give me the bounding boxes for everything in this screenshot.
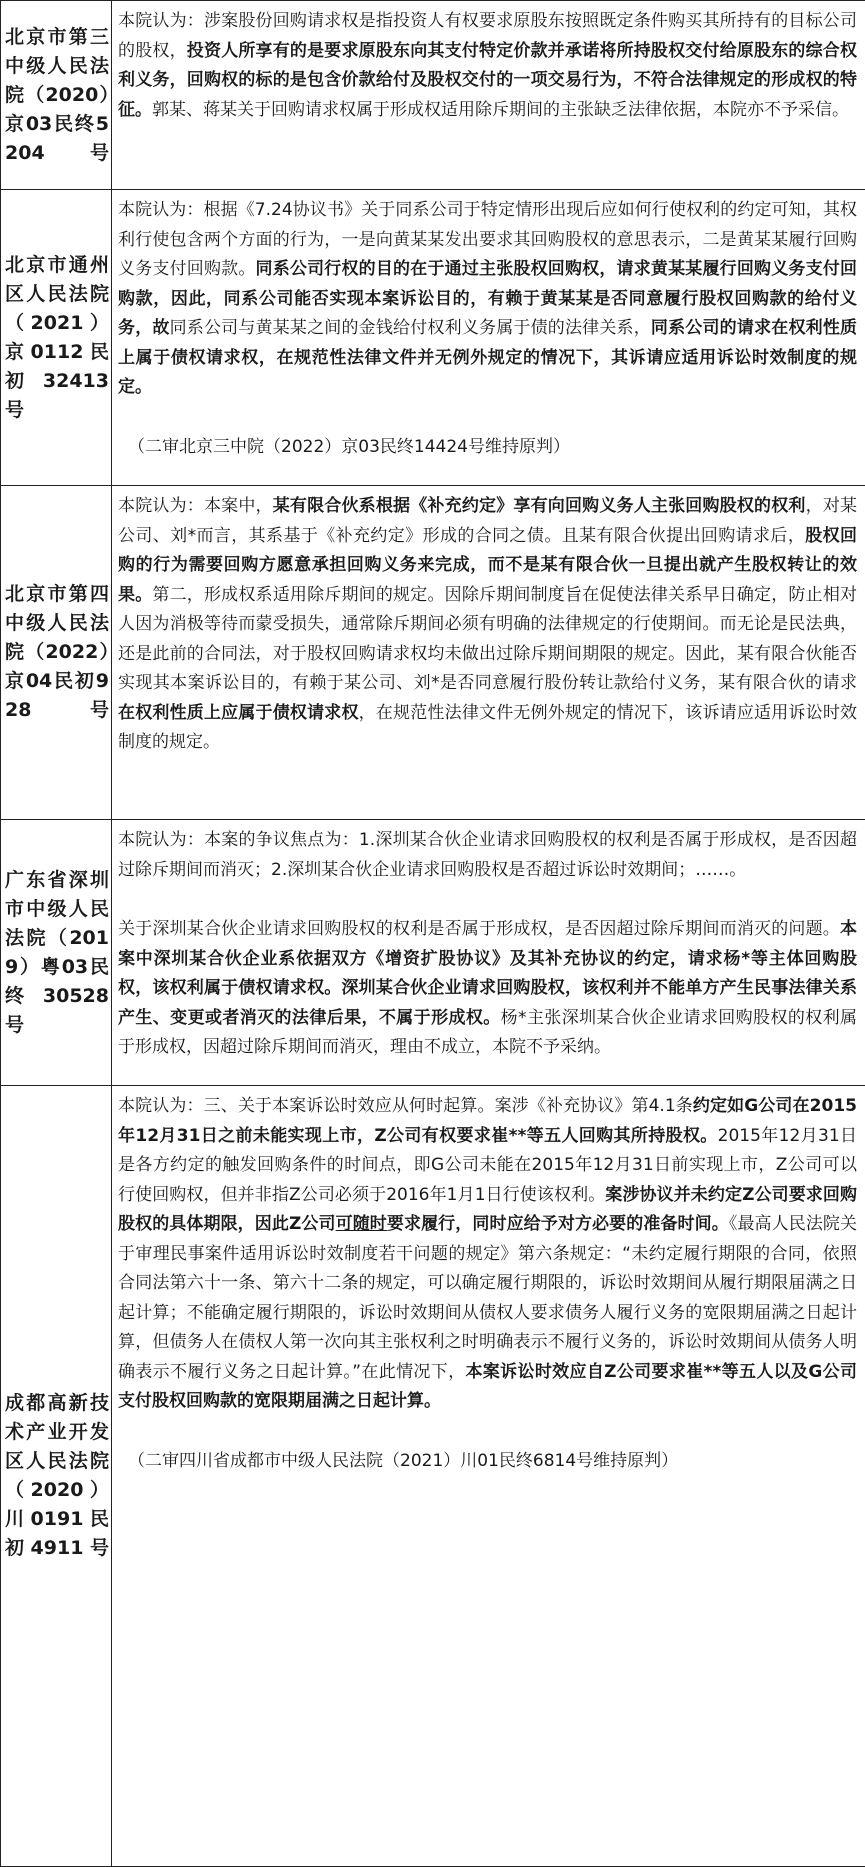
opinion-text: ，对某公司、刘*而言，其系基于《补充约定》形成的合同之债。且某有限合伙提出回购请求后，	[118, 496, 857, 546]
opinion-paragraph	[118, 1092, 857, 1417]
emphasized-text: 在权利性质上应属于债权请求权	[118, 703, 359, 723]
opinion-paragraph	[118, 433, 857, 463]
paragraph-spacer	[118, 885, 857, 915]
paragraph-spacer	[118, 1417, 857, 1447]
opinion-text: 关于深圳某合伙企业请求回购股权的权利是否属于形成权，是否因超过除斥期间而消灭的问题。	[118, 919, 840, 939]
opinion-text: 本院认为：本案的争议焦点为：1.深圳某合伙企业请求回购股权的权利是否属于形成权，是否因超过除斥期间而消灭；2.深圳某合伙企业请求回购股权是否超过诉讼时效期间；……。	[118, 830, 857, 880]
court-opinion	[112, 1, 865, 190]
emphasized-text: 要求履行，同时应给予对方必要的准备时间。	[387, 1214, 729, 1234]
appeal-note: （二审北京三中院（2022）京03民终14424号维持原判）	[128, 437, 570, 457]
court-case-number: 北京市通州区人民法院（2021）京0112民初32413号	[1, 190, 112, 486]
opinion-paragraph	[118, 915, 857, 1063]
emphasized-text: 投资人所享有的是要求原股东向其支付特定价款并承诺将所持股权交付给原股东的综合权利义务，回购权的标的是包含价款给付及股权交付的一项交易行为，不符合法律规定的形成权的特征。	[118, 41, 857, 120]
opinion-text: 《最高人民法院关于审理民事案件适用诉讼时效制度若干问题的规定》第六条规定：“未约定履行期限的合同，依照合同法第六十一条、第六十二条的规定，可以确定履行期限的，诉讼时效期间从履行期限届满之日起计算；不能确定履行期限的，诉讼时效期间从债权人要求债务人履行义务的宽限期届满之日起计算，但债务人在债权人第一次向其主张权利之时明确表示不履行义务的，诉讼时效期间从债务人明确表示不履行义务之日起计算。”在此情况下，	[118, 1214, 857, 1382]
opinion-text: 本院认为：三、关于本案诉讼时效应从何时起算。案涉《补充协议》第4.1条	[118, 1096, 693, 1116]
court-opinion	[112, 486, 865, 820]
paragraph-spacer	[118, 403, 857, 433]
opinion-text: ，在规范性法律文件无例外规定的情况下，该诉请应适用诉讼时效制度的规定。	[118, 703, 857, 753]
opinion-text: 郭某、蒋某关于回购请求权属于形成权适用除斥期间的主张缺乏法律依据，本院亦不予采信。	[152, 100, 849, 120]
court-case-number: 广东省深圳市中级人民法院（2019）粤03民终30528号	[1, 820, 112, 1086]
court-case-number: 北京市第四中级人民法院（2022）京04民初928号	[1, 486, 112, 820]
opinion-text: 同系公司与黄某某之间的金钱给付权利义务属于债的法律关系，	[170, 318, 651, 338]
emphasized-text: 本案中深圳某合伙企业系依据双方《增资扩股协议》及其补充协议的约定，请求杨*等主体回购股权，该权利属于债权请求权。深圳某合伙企业请求回购股权，该权利并不能单方产生民事法律关系产生、变更或者消灭的法律后果，不属于形成权。	[118, 919, 857, 1028]
case-row	[1, 1086, 865, 1867]
emphasized-text: 约定如G公司在2015年12月31日之前未能实现上市，Z公司有权要求崔**等五人回购其所持股权。	[118, 1096, 857, 1146]
opinion-paragraph	[118, 1447, 857, 1477]
opinion-text: 本院认为：本案中，	[118, 496, 273, 516]
court-opinion	[112, 1086, 865, 1867]
case-row	[1, 190, 865, 486]
emphasized-text: 同系公司的请求在权利性质上属于债权请求权，在规范性法律文件并无例外规定的情况下，其诉请应适用诉讼时效制度的规定。	[118, 318, 857, 397]
case-row	[1, 820, 865, 1086]
opinion-text: 第二，形成权系适用除斥期间的规定。因除斥期间制度旨在促使法律关系早日确定，防止相对人因为消极等待而蒙受损失，通常除斥期间必须有明确的法律规定的行使期间。而无论是民法典，还是此前的合同法，对于股权回购请求权均未做出过除斥期间期限的规定。因此，某有限合伙能否实现其本案诉讼目的，有赖于某公司、刘*是否同意履行股份转让款给付义务，某有限合伙的请求	[118, 585, 857, 694]
court-case-number: 成都高新技术产业开发区人民法院（2020）川0191民初4911号	[1, 1086, 112, 1867]
emphasized-text: 股权回购的行为需要回购方愿意承担回购义务来完成，而不是某有限合伙一旦提出就产生股权转让的效果。	[118, 526, 857, 605]
opinion-text: 本院认为：根据《7.24协议书》关于同系公司于特定情形出现后应如何行使权利的约定可知，其权利行使包含两个方面的行为，一是向黄某某发出要求其回购股权的意思表示，二是黄某某履行回购义务支付回购款。	[118, 200, 857, 279]
opinion-paragraph	[118, 492, 857, 758]
opinion-text: 杨*主张深圳某合伙企业请求回购股权的权利属于形成权，因超过除斥期间而消灭，理由不成立，本院不予采纳。	[118, 1008, 857, 1058]
court-opinion	[112, 820, 865, 1086]
emphasized-text: 本案诉讼时效应自Z公司要求崔**等五人以及G公司支付股权回购款的宽限期届满之日起计算。	[118, 1362, 857, 1412]
opinion-text: 2015年12月31日是各方约定的触发回购条件的时间点，即G公司未能在2015年12月31日前实现上市，Z公司可以行使回购权，但并非指Z公司必须于2016年1月1日行使该权利。	[118, 1126, 857, 1205]
opinion-paragraph	[118, 7, 857, 125]
opinion-text: 本院认为：涉案股份回购请求权是指投资人有权要求原股东按照既定条件购买其所持有的目标公司的股权，	[118, 11, 857, 61]
opinion-paragraph	[118, 826, 857, 885]
emphasized-text: 某有限合伙系根据《补充约定》享有向回购义务人主张回购股权的权利	[273, 496, 806, 516]
case-row	[1, 1, 865, 190]
judgment-table-body	[1, 1, 865, 1867]
emphasized-text: 案涉协议并未约定Z公司要求回购股权的具体期限，因此Z公司	[118, 1185, 857, 1235]
opinion-paragraph	[118, 196, 857, 403]
emphasized-text: 可随时	[336, 1214, 387, 1234]
court-opinion	[112, 190, 865, 486]
case-row	[1, 486, 865, 820]
emphasized-text: 同系公司行权的目的在于通过主张股权回购权，请求黄某某履行回购义务支付回购款，因此，同系公司能否实现本案诉讼目的，有赖于黄某某是否同意履行股权回购款的给付义务，故	[118, 259, 857, 338]
appeal-note: （二审四川省成都市中级人民法院（2021）川01民终6814号维持原判）	[128, 1451, 678, 1471]
court-case-number: 北京市第三中级人民法院（2020）京03民终5204号	[1, 1, 112, 190]
